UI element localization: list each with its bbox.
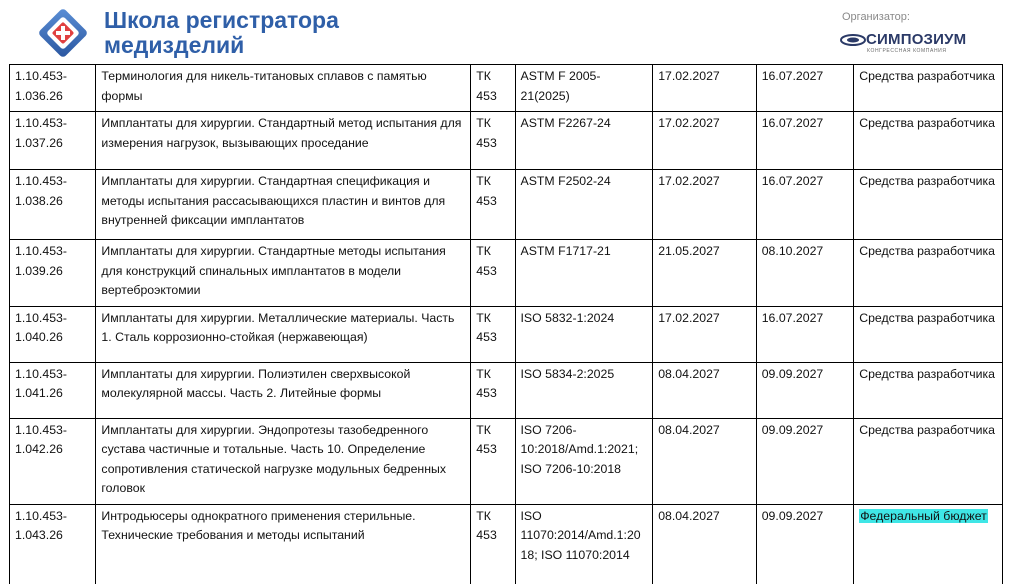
cell-funding-source: Средства разработчика	[854, 362, 1003, 418]
cell-standard: ISO 5832-1:2024	[515, 306, 653, 362]
highlighted-funding-text: Федеральный бюджет	[860, 508, 987, 523]
cell-date-start: 08.04.2027	[653, 504, 757, 584]
table-row	[10, 170, 1003, 240]
standards-table-container	[9, 64, 1003, 584]
cell-funding-source: Средства разработчика	[854, 240, 1003, 307]
cell-date-end: 08.10.2027	[756, 240, 853, 307]
cell-date-start: 21.05.2027	[653, 240, 757, 307]
school-logo-icon	[36, 6, 90, 60]
cell-date-start: 08.04.2027	[653, 362, 757, 418]
cell-code: 1.10.453-1.036.26	[10, 65, 96, 112]
page-header	[0, 0, 1024, 66]
cell-name: Имплантаты для хирургии. Стандартный метод испытания для измерения нагрузок, вызывающих проседание	[96, 112, 471, 170]
cell-name: Терминология для никель-титановых сплавов с памятью формы	[96, 65, 471, 112]
table-row	[10, 65, 1003, 112]
cell-date-end: 09.09.2027	[756, 504, 853, 584]
cell-name: Имплантаты для хирургии. Стандартные методы испытания для конструкций спинальных имплантатов в модели вертеброэктомии	[96, 240, 471, 307]
cell-standard: ASTM F 2005-21(2025)	[515, 65, 653, 112]
organizer-logo	[836, 30, 996, 58]
cell-date-start: 17.02.2027	[653, 306, 757, 362]
cell-date-start: 17.02.2027	[653, 65, 757, 112]
cell-committee: ТК 453	[471, 65, 515, 112]
cell-standard: ISO 11070:2014/Amd.1:2018; ISO 11070:2014	[515, 504, 653, 584]
organizer-name: СИМПОЗИУМ	[866, 31, 967, 48]
symposium-swoosh-icon	[840, 34, 866, 46]
cell-standard: ISO 5834-2:2025	[515, 362, 653, 418]
cell-committee: ТК 453	[471, 112, 515, 170]
cell-date-start: 08.04.2027	[653, 418, 757, 504]
cell-committee: ТК 453	[471, 306, 515, 362]
cell-code: 1.10.453-1.037.26	[10, 112, 96, 170]
cell-funding-source: Средства разработчика	[854, 170, 1003, 240]
cell-standard: ASTM F2267-24	[515, 112, 653, 170]
cell-funding-source: Средства разработчика	[854, 306, 1003, 362]
school-title: Школа регистратора медизделий	[104, 7, 339, 58]
cell-code: 1.10.453-1.043.26	[10, 504, 96, 584]
table-row	[10, 240, 1003, 307]
cell-funding-source: Средства разработчика	[854, 65, 1003, 112]
cell-date-end: 16.07.2027	[756, 306, 853, 362]
standards-table	[9, 64, 1003, 584]
cell-code: 1.10.453-1.040.26	[10, 306, 96, 362]
cell-committee: ТК 453	[471, 504, 515, 584]
cell-funding-source: Средства разработчика	[854, 112, 1003, 170]
cell-date-end: 16.07.2027	[756, 170, 853, 240]
cell-code: 1.10.453-1.041.26	[10, 362, 96, 418]
cell-code: 1.10.453-1.039.26	[10, 240, 96, 307]
cell-name: Имплантаты для хирургии. Полиэтилен сверхвысокой молекулярной массы. Часть 2. Литейные формы	[96, 362, 471, 418]
cell-committee: ТК 453	[471, 170, 515, 240]
cell-funding-source: Средства разработчика	[854, 418, 1003, 504]
cell-standard: ASTM F2502-24	[515, 170, 653, 240]
cell-date-start: 17.02.2027	[653, 170, 757, 240]
cell-name: Интродьюсеры однократного применения стерильные. Технические требования и методы испытаний	[96, 504, 471, 584]
table-row	[10, 418, 1003, 504]
cell-standard: ISO 7206-10:2018/Amd.1:2021; ISO 7206-10:2018	[515, 418, 653, 504]
table-row	[10, 112, 1003, 170]
cell-date-end: 09.09.2027	[756, 418, 853, 504]
table-row	[10, 504, 1003, 584]
cell-code: 1.10.453-1.042.26	[10, 418, 96, 504]
cell-date-end: 09.09.2027	[756, 362, 853, 418]
cell-date-end: 16.07.2027	[756, 112, 853, 170]
cell-name: Имплантаты для хирургии. Стандартная спецификация и методы испытания рассасывающихся пластин и винтов для внутренней фиксации имплантатов	[96, 170, 471, 240]
organizer-label: Организатор:	[842, 11, 910, 23]
cell-funding-source	[854, 504, 1003, 584]
table-row	[10, 362, 1003, 418]
cell-date-start: 17.02.2027	[653, 112, 757, 170]
organizer-subtitle: КОНГРЕССНАЯ КОМПАНИЯ	[867, 48, 947, 54]
cell-committee: ТК 453	[471, 240, 515, 307]
cell-standard: ASTM F1717-21	[515, 240, 653, 307]
cell-code: 1.10.453-1.038.26	[10, 170, 96, 240]
cell-committee: ТК 453	[471, 362, 515, 418]
table-row	[10, 306, 1003, 362]
cell-name: Имплантаты для хирургии. Эндопротезы тазобедренного сустава частичные и тотальные. Часть 10. Определение сопротивления статической нагрузке модульных бедренных головок	[96, 418, 471, 504]
cell-committee: ТК 453	[471, 418, 515, 504]
cell-date-end: 16.07.2027	[756, 65, 853, 112]
cell-name: Имплантаты для хирургии. Металлические материалы. Часть 1. Сталь коррозионно-стойкая (нержавеющая)	[96, 306, 471, 362]
